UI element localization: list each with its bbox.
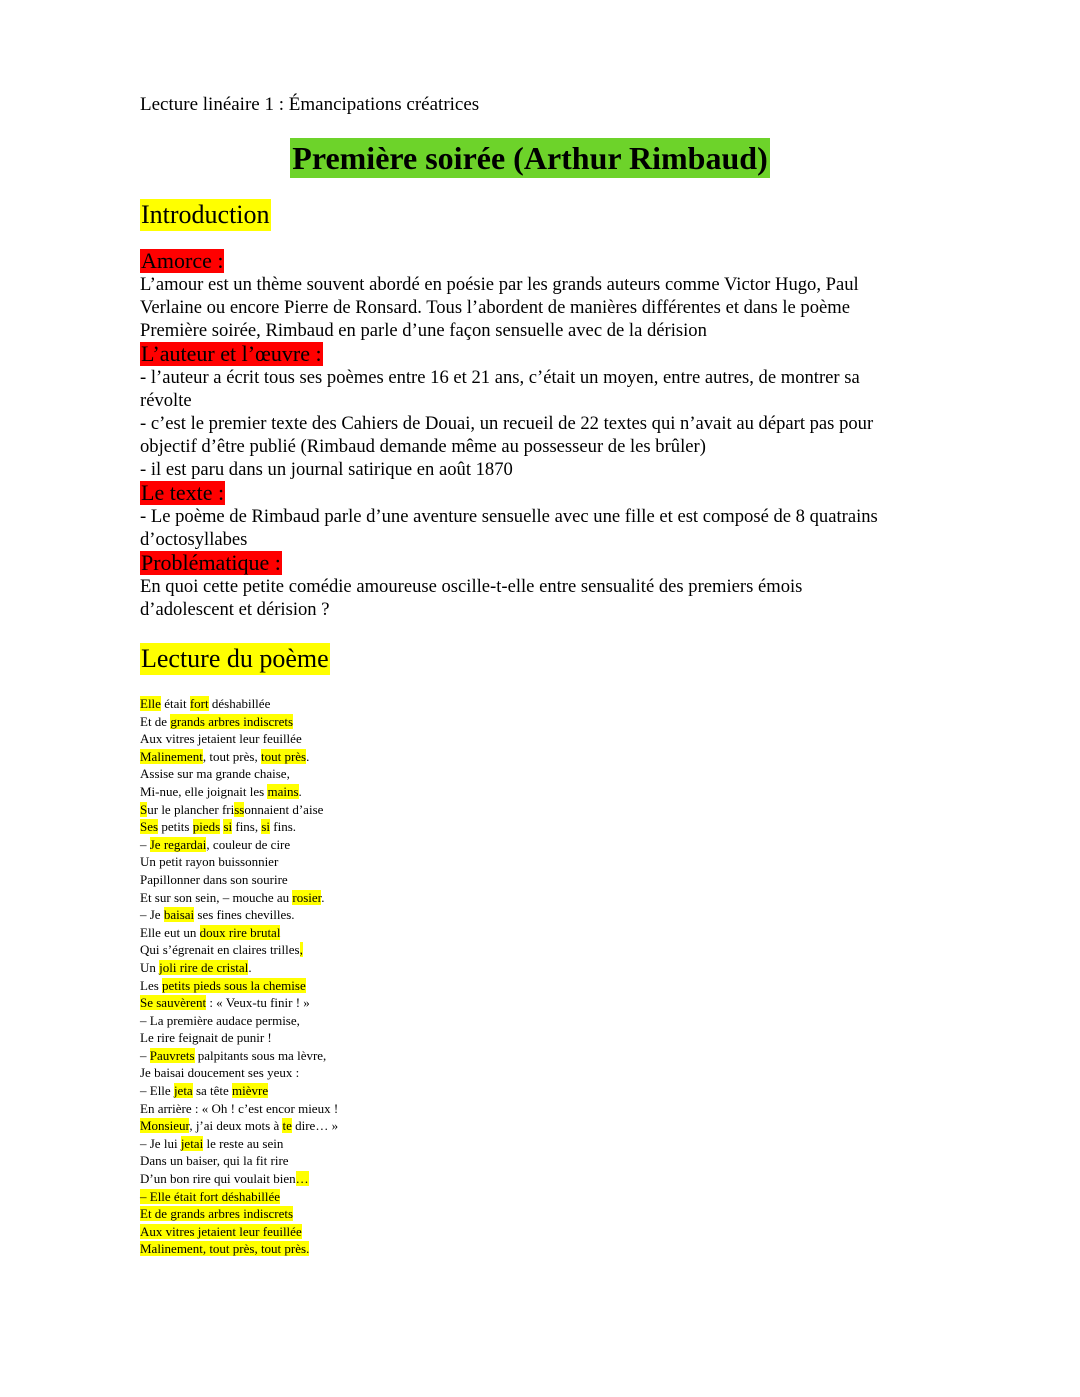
poem-text-segment: Qui s’égrenait en claires trilles xyxy=(140,942,300,958)
problematique-text xyxy=(140,575,940,621)
poem-text-segment: . xyxy=(321,889,325,905)
highlighted-word: Elle xyxy=(140,696,161,711)
poem-line xyxy=(140,765,940,783)
poem-text-segment: . xyxy=(298,783,302,799)
poem-text-segment: le reste au sein xyxy=(203,1135,284,1151)
poem-line xyxy=(140,695,940,713)
poem-text-segment: En arrière : « Oh ! c’est encor mieux ! xyxy=(140,1100,339,1116)
poem-text-segment: Elle eut un xyxy=(140,924,200,940)
text-line: - l’auteur a écrit tous ses poèmes entre 16 et 21 ans, c’était un moyen, entre autres, de montrer sa xyxy=(140,367,860,388)
poem-line xyxy=(140,977,940,995)
poem-text-segment: . xyxy=(248,959,252,975)
highlighted-word: Aux vitres jetaient leur feuillée xyxy=(140,1223,302,1239)
highlighted-word: tout près xyxy=(260,748,307,764)
highlighted-word: ss xyxy=(234,801,245,817)
highlighted-word: Malinement, tout près, tout près. xyxy=(140,1241,310,1257)
highlighted-word: fort xyxy=(189,696,209,711)
poem-text-segment: – La première audace permise, xyxy=(140,1012,300,1028)
poem-line xyxy=(140,1170,940,1188)
title-wrapper xyxy=(120,138,940,178)
amorce-label: Amorce : xyxy=(141,248,224,273)
poem-line xyxy=(140,836,940,854)
amorce-block xyxy=(140,249,940,342)
poem-line xyxy=(140,1135,940,1153)
poem-text-segment: Dans un baiser, qui la fit rire xyxy=(140,1153,289,1169)
poem-line xyxy=(140,1064,940,1082)
auteur-text xyxy=(140,366,940,481)
auteur-block xyxy=(140,342,940,481)
lecture-section xyxy=(140,643,940,1258)
highlighted-word: Ses xyxy=(140,819,159,835)
highlighted-word: si xyxy=(223,819,233,835)
problematique-label: Problématique : xyxy=(141,550,281,575)
poem-text-segment: Mi-nue, elle joignait les xyxy=(140,783,268,799)
highlighted-word: Malinement xyxy=(140,748,203,764)
poem-line xyxy=(140,906,940,924)
poem-text-segment: Le rire feignait de punir ! xyxy=(140,1030,272,1046)
lecture-heading: Lecture du poème xyxy=(141,644,329,673)
poem-text xyxy=(140,695,940,1258)
poem-text-segment: – xyxy=(140,836,150,852)
poem-line xyxy=(140,801,940,819)
poem-line xyxy=(140,1188,940,1206)
poem-text-segment: – Elle xyxy=(140,1083,174,1099)
amorce-text xyxy=(140,273,940,342)
poem-text-segment: palpitants sous ma lèvre, xyxy=(194,1047,327,1063)
poem-line xyxy=(140,818,940,836)
poem-line xyxy=(140,889,940,907)
document-subtitle: Lecture linéaire 1 : Émancipations créatrices xyxy=(140,94,480,115)
highlighted-word: mièvre xyxy=(232,1083,269,1099)
highlighted-word: jetai xyxy=(180,1135,204,1151)
texte-label: Le texte : xyxy=(141,480,225,505)
document-page xyxy=(140,90,940,1258)
page-title: Première soirée (Arthur Rimbaud) xyxy=(292,140,768,176)
text-line: Verlaine ou encore Pierre de Ronsard. Tous l’abordent de manières différentes et dans le poème xyxy=(140,297,850,318)
auteur-label: L’auteur et l’œuvre : xyxy=(141,341,322,366)
poem-line xyxy=(140,748,940,766)
text-line: - c’est le premier texte des Cahiers de Douai, un recueil de 22 textes qui n’avait au départ pas pour xyxy=(140,413,874,434)
poem-text-segment: Un petit rayon buissonnier xyxy=(140,854,279,870)
poem-text-segment: Je baisai doucement ses yeux : xyxy=(140,1065,300,1081)
poem-text-segment: D’un bon rire qui voulait bien xyxy=(140,1171,296,1187)
poem-line xyxy=(140,959,940,977)
poem-text-segment: – Je lui xyxy=(140,1135,181,1151)
poem-line xyxy=(140,713,940,731)
poem-line xyxy=(140,994,940,1012)
highlighted-word: petits pieds sous la chemise xyxy=(162,977,306,993)
poem-text-segment: dire… » xyxy=(291,1118,339,1134)
poem-text-segment: Les xyxy=(140,977,163,993)
poem-text-segment: déshabillée xyxy=(208,696,271,711)
poem-line xyxy=(140,1047,940,1065)
text-line: d’octosyllabes xyxy=(140,529,248,550)
poem-line xyxy=(140,941,940,959)
poem-text-segment: onnaient d’aise xyxy=(244,801,324,817)
highlighted-word: – Elle était fort déshabillée xyxy=(140,1188,281,1204)
highlighted-word: te xyxy=(282,1118,292,1134)
poem-text-segment: – xyxy=(140,1047,150,1063)
poem-line xyxy=(140,1100,940,1118)
text-line: En quoi cette petite comédie amoureuse oscille-t-elle entre sensualité des premiers émois xyxy=(140,576,803,597)
texte-block xyxy=(140,481,940,551)
highlighted-word: Monsieur xyxy=(140,1118,190,1134)
poem-text-segment: petits xyxy=(158,819,193,835)
highlighted-word: Pauvrets xyxy=(149,1047,195,1063)
poem-text-segment: – Je xyxy=(140,907,164,923)
highlighted-word: Se sauvèrent xyxy=(140,995,207,1011)
poem-text-segment: : « Veux-tu finir ! » xyxy=(206,995,310,1011)
poem-line xyxy=(140,1012,940,1030)
poem-line xyxy=(140,853,940,871)
poem-text-segment: , tout près, xyxy=(202,748,261,764)
poem-text-segment: , couleur de cire xyxy=(206,836,291,852)
texte-text xyxy=(140,505,940,551)
poem-text-segment: . xyxy=(306,748,310,764)
text-line: L’amour est un thème souvent abordé en poésie par les grands auteurs comme Victor Hugo, Paul xyxy=(140,274,859,295)
problematique-block xyxy=(140,551,940,621)
poem-text-segment: ses fines chevilles. xyxy=(194,907,295,923)
poem-text-segment: Et sur son sein, – mouche au xyxy=(140,889,293,905)
highlighted-word: jeta xyxy=(173,1083,193,1099)
poem-text-segment: Aux vitres jetaient leur feuillée xyxy=(140,731,302,747)
text-line: révolte xyxy=(140,390,192,411)
highlighted-word: Je regardai xyxy=(149,836,207,852)
poem-line xyxy=(140,1117,940,1135)
poem-line xyxy=(140,1082,940,1100)
poem-text-segment: sa tête xyxy=(192,1083,233,1099)
poem-line xyxy=(140,730,940,748)
highlighted-word: si xyxy=(261,819,271,835)
poem-text-segment: Un xyxy=(140,959,160,975)
highlighted-word: Et de grands arbres indiscrets xyxy=(140,1206,294,1222)
text-line: objectif d’être publié (Rimbaud demande même au possesseur de les brûler) xyxy=(140,436,706,457)
poem-line xyxy=(140,783,940,801)
highlighted-word: … xyxy=(295,1171,309,1187)
highlighted-word: mains xyxy=(267,783,299,799)
poem-line xyxy=(140,1205,940,1223)
poem-line xyxy=(140,1240,940,1258)
introduction-heading: Introduction xyxy=(141,200,270,229)
poem-text-segment: , j’ai deux mots à xyxy=(189,1118,283,1134)
text-line: Première soirée, Rimbaud en parle d’une façon sensuelle avec de la dérision xyxy=(140,320,707,341)
poem-text-segment: Et de xyxy=(140,713,171,729)
highlighted-word: doux rire brutal xyxy=(199,924,281,940)
introduction-section xyxy=(140,199,940,621)
highlighted-word: pieds xyxy=(192,819,221,835)
highlighted-word: , xyxy=(299,942,303,958)
highlighted-word: baisai xyxy=(163,907,195,923)
poem-text-segment: fins, xyxy=(232,819,262,835)
highlighted-word: rosier xyxy=(292,889,322,905)
poem-line xyxy=(140,1152,940,1170)
poem-line xyxy=(140,924,940,942)
poem-text-segment: ur le plancher fri xyxy=(147,801,235,817)
text-line: d’adolescent et dérision ? xyxy=(140,599,330,620)
poem-text-segment: Papillonner dans son sourire xyxy=(140,871,288,887)
poem-text-segment: était xyxy=(160,696,190,711)
text-line: - Le poème de Rimbaud parle d’une aventure sensuelle avec une fille et est composé de 8 quatrains xyxy=(140,506,878,527)
poem-text-segment: Assise sur ma grande chaise, xyxy=(140,766,290,782)
highlighted-word: S xyxy=(140,801,148,817)
poem-line xyxy=(140,1223,940,1241)
poem-line xyxy=(140,871,940,889)
poem-line xyxy=(140,1029,940,1047)
highlighted-word: grands arbres indiscrets xyxy=(170,713,294,729)
highlighted-word: joli rire de cristal xyxy=(159,959,249,975)
text-line: - il est paru dans un journal satirique en août 1870 xyxy=(140,459,513,480)
poem-text-segment: fins. xyxy=(270,819,297,835)
